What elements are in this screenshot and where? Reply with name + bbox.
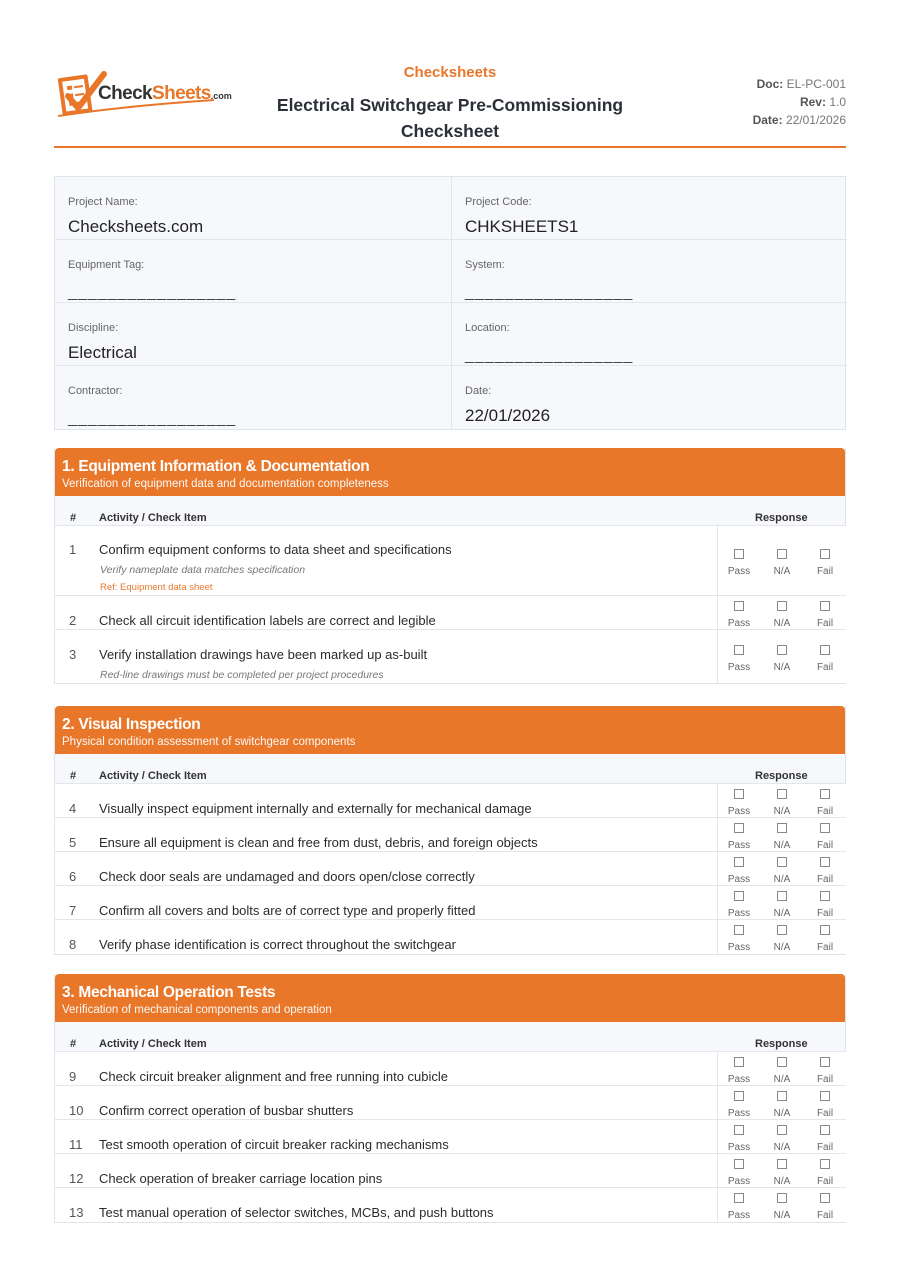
- response-options: [717, 920, 847, 954]
- column-header: # Activity / Check Item Response: [55, 754, 845, 784]
- na-checkbox[interactable]: N/A: [762, 1125, 802, 1153]
- pass-checkbox[interactable]: Pass: [719, 823, 759, 851]
- section-subtitle: Verification of equipment data and documentation completeness: [62, 478, 389, 490]
- fail-checkbox[interactable]: Fail: [805, 857, 845, 885]
- column-header: # Activity / Check Item Response: [55, 496, 845, 526]
- equipment-tag-field[interactable]: Equipment Tag: _________________: [55, 240, 451, 303]
- pass-checkbox[interactable]: Pass: [719, 549, 759, 577]
- checklist-row: 6 Check door seals are undamaged and doors open/close correctly Pass N/A Fail: [55, 852, 845, 886]
- checklist-row: 5 Ensure all equipment is clean and free from dust, debris, and foreign objects Pass N/A Fail: [55, 818, 845, 852]
- pass-checkbox[interactable]: Pass: [719, 891, 759, 919]
- section-equipment-information: [54, 448, 846, 684]
- pass-checkbox[interactable]: Pass: [719, 1057, 759, 1085]
- section-title: 2. Visual Inspection: [62, 716, 201, 733]
- na-checkbox[interactable]: N/A: [762, 925, 802, 953]
- page-header: [54, 58, 846, 148]
- fail-checkbox[interactable]: Fail: [805, 1057, 845, 1085]
- pass-checkbox[interactable]: Pass: [719, 645, 759, 673]
- checklist-row: 7 Confirm all covers and bolts are of correct type and properly fitted Pass N/A Fail: [55, 886, 845, 920]
- document-meta: [753, 75, 846, 129]
- response-options: [717, 818, 847, 851]
- fail-checkbox[interactable]: Fail: [805, 1091, 845, 1119]
- fail-checkbox[interactable]: Fail: [805, 549, 845, 577]
- response-options: [717, 886, 847, 919]
- checklist-row: 10 Confirm correct operation of busbar shutters Pass N/A Fail: [55, 1086, 845, 1120]
- na-checkbox[interactable]: N/A: [762, 823, 802, 851]
- section-subtitle: Physical condition assessment of switchgear components: [62, 736, 356, 748]
- date-field[interactable]: Date: 22/01/2026: [451, 366, 847, 429]
- na-checkbox[interactable]: N/A: [762, 1159, 802, 1187]
- section-header: [55, 974, 845, 1022]
- na-checkbox[interactable]: N/A: [762, 645, 802, 673]
- column-header: # Activity / Check Item Response: [55, 1022, 845, 1052]
- project-info-grid: [54, 176, 846, 430]
- checklist-row: 8 Verify phase identification is correct throughout the switchgear Pass N/A Fail: [55, 920, 845, 954]
- pass-checkbox[interactable]: Pass: [719, 1159, 759, 1187]
- response-options: [717, 784, 847, 817]
- na-checkbox[interactable]: N/A: [762, 1057, 802, 1085]
- pass-checkbox[interactable]: Pass: [719, 1193, 759, 1221]
- pass-checkbox[interactable]: Pass: [719, 925, 759, 953]
- fail-checkbox[interactable]: Fail: [805, 1193, 845, 1221]
- project-name-field[interactable]: Project Name: Checksheets.com: [55, 177, 451, 240]
- response-options: [717, 1154, 847, 1187]
- pass-checkbox[interactable]: Pass: [719, 857, 759, 885]
- fail-checkbox[interactable]: Fail: [805, 891, 845, 919]
- checklist-row: 4 Visually inspect equipment internally and externally for mechanical damage Pass N/A Fail: [55, 784, 845, 818]
- document-title: Electrical Switchgear Pre-Commissioning Checksheet: [276, 95, 624, 141]
- fail-checkbox[interactable]: Fail: [805, 789, 845, 817]
- response-options: [717, 852, 847, 885]
- fail-checkbox[interactable]: Fail: [805, 823, 845, 851]
- na-checkbox[interactable]: N/A: [762, 857, 802, 885]
- brand-name: Checksheets: [403, 64, 497, 81]
- na-checkbox[interactable]: N/A: [762, 1193, 802, 1221]
- reference-note: Ref: Equipment data sheet: [100, 582, 213, 593]
- section-header: [55, 448, 845, 496]
- response-options: [717, 1086, 847, 1119]
- fail-checkbox[interactable]: Fail: [805, 1159, 845, 1187]
- pass-checkbox[interactable]: Pass: [719, 601, 759, 629]
- response-options: [717, 596, 847, 629]
- checklist-row: 12 Check operation of breaker carriage location pins Pass N/A Fail: [55, 1154, 845, 1188]
- fail-checkbox[interactable]: Fail: [805, 601, 845, 629]
- logo-wordmark: CheckSheets.com: [98, 83, 232, 104]
- section-mechanical-operation: [54, 974, 846, 1223]
- pass-checkbox[interactable]: Pass: [719, 789, 759, 817]
- system-field[interactable]: System: _________________: [451, 240, 847, 303]
- fail-checkbox[interactable]: Fail: [805, 925, 845, 953]
- na-checkbox[interactable]: N/A: [762, 891, 802, 919]
- checklist-row: 2 Check all circuit identification labels are correct and legible Pass N/A Fail: [55, 596, 845, 630]
- revision: Rev: 1.0: [799, 95, 846, 109]
- issue-date: Date: 22/01/2026: [752, 113, 846, 127]
- project-code-field[interactable]: Project Code: CHKSHEETS1: [451, 177, 847, 240]
- checklist-row: 1 Confirm equipment conforms to data sheet and specifications Verify nameplate data matches specification Ref: Equipment data sheet Pass N/A Fail: [55, 526, 845, 596]
- na-checkbox[interactable]: N/A: [762, 789, 802, 817]
- na-checkbox[interactable]: N/A: [762, 601, 802, 629]
- checklist-row: 9 Check circuit breaker alignment and free running into cubicle Pass N/A Fail: [55, 1052, 845, 1086]
- location-field[interactable]: Location: _________________: [451, 303, 847, 366]
- pass-checkbox[interactable]: Pass: [719, 1091, 759, 1119]
- doc-number: Doc: EL-PC-001: [756, 77, 846, 91]
- section-visual-inspection: [54, 706, 846, 955]
- section-subtitle: Verification of mechanical components and operation: [62, 1004, 332, 1016]
- discipline-field[interactable]: Discipline: Electrical: [55, 303, 451, 366]
- section-header: [55, 706, 845, 754]
- fail-checkbox[interactable]: Fail: [805, 1125, 845, 1153]
- checklist-row: 13 Test manual operation of selector switches, MCBs, and push buttons Pass N/A Fail: [55, 1188, 845, 1222]
- response-options: [717, 1188, 847, 1222]
- na-checkbox[interactable]: N/A: [762, 549, 802, 577]
- checklist-row: 11 Test smooth operation of circuit breaker racking mechanisms Pass N/A Fail: [55, 1120, 845, 1154]
- response-options: [717, 1120, 847, 1153]
- na-checkbox[interactable]: N/A: [762, 1091, 802, 1119]
- response-options: [717, 630, 847, 683]
- pass-checkbox[interactable]: Pass: [719, 1125, 759, 1153]
- checklist-row: 3 Verify installation drawings have been marked up as-built Red-line drawings must be completed per project procedures Pass N/A Fail: [55, 630, 845, 683]
- fail-checkbox[interactable]: Fail: [805, 645, 845, 673]
- section-title: 1. Equipment Information & Documentation: [62, 458, 370, 475]
- response-options: [717, 1052, 847, 1085]
- section-title: 3. Mechanical Operation Tests: [62, 984, 276, 1001]
- response-options: [717, 526, 847, 595]
- contractor-field[interactable]: Contractor: _________________: [68, 385, 237, 427]
